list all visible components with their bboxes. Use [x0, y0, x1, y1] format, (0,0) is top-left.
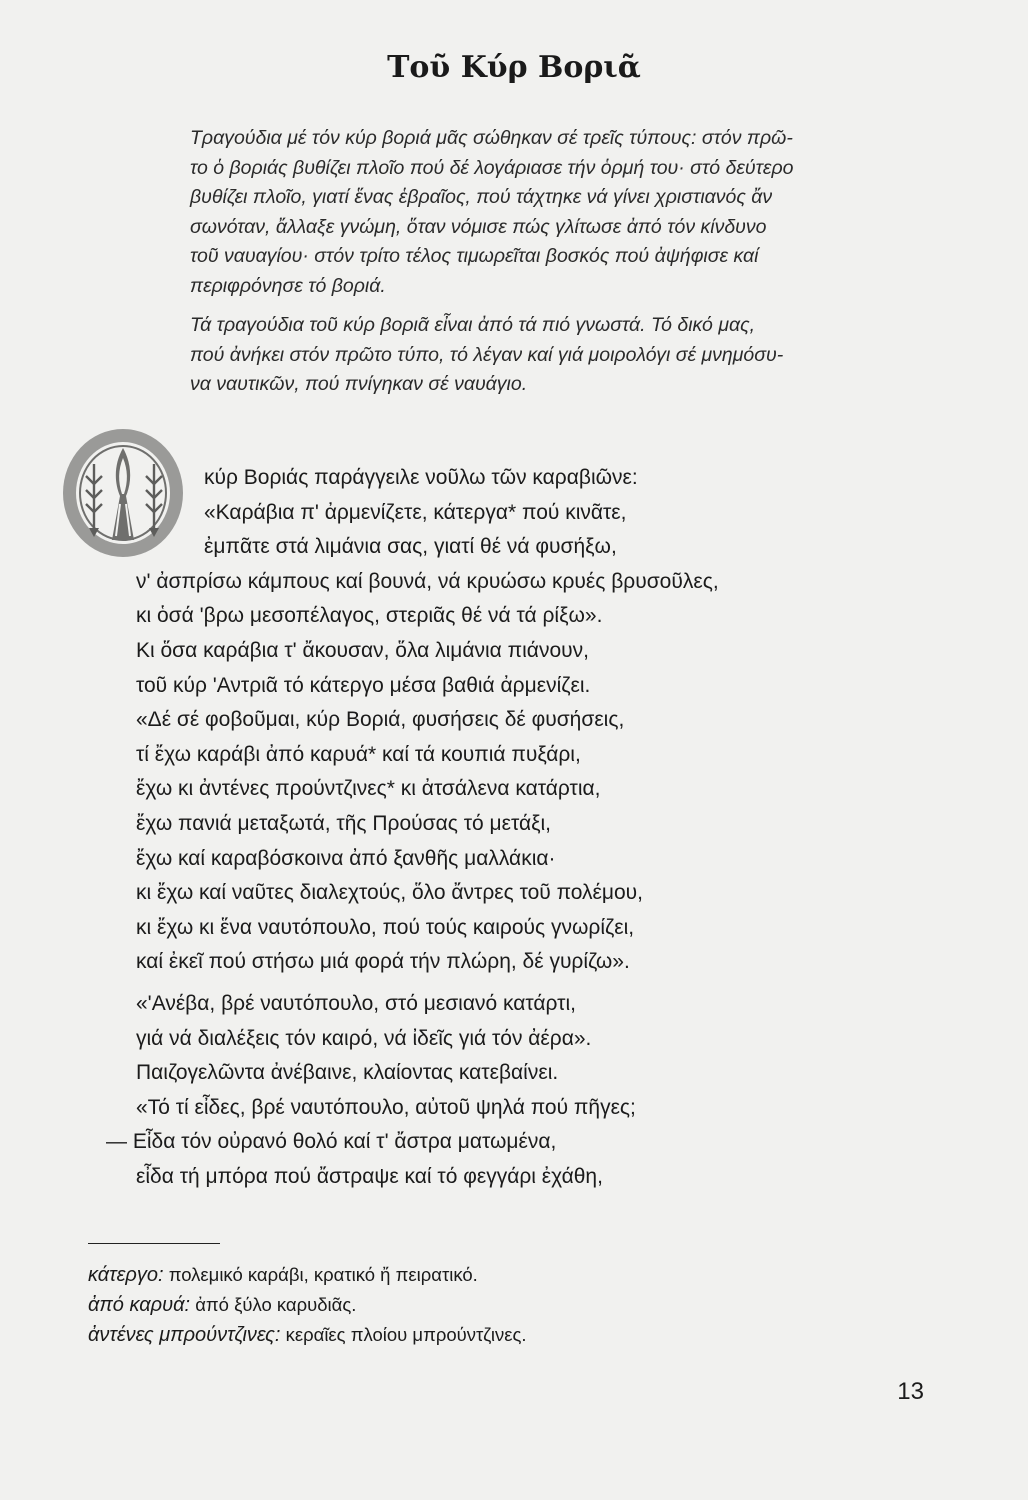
poem-line: κι ἔχω κι ἕνα ναυτόπουλο, πού τούς καιρούς γνωρίζει,	[136, 915, 635, 939]
poem-line: «Τό τί εἶδες, βρέ ναυτόπουλο, αὐτοῦ ψηλά πού πῆγες;	[136, 1095, 636, 1119]
poem-line: κι ἔχω καί ναῦτες διαλεχτούς, ὅλο ἄντρες τοῦ πολέμου,	[136, 881, 644, 905]
poem-line: εἶδα τή μπόρα πού ἄστραψε καί τό φεγγάρι ἐχάθη,	[136, 1164, 603, 1188]
footnote-term: κάτεργο:	[88, 1264, 164, 1286]
poem-line: «Δέ σέ φοβοῦμαι, κύρ Βοριά, φυσήσεις δέ φυσήσεις,	[136, 708, 625, 732]
footnote-definition: κεραῖες πλοίου μπρούντζινες.	[285, 1324, 527, 1345]
intro-line: βυθίζει πλοῖο, γιατί ἕνας ἑβραῖος, πού τάχτηκε νά γίνει χριστιανός ἄν	[190, 186, 773, 208]
poem-line: κύρ Βοριάς παράγγειλε νοῦλω τῶν καραβιῶνε:	[204, 466, 638, 489]
poem-line: ἔχω κι ἀντένες προύντζινες* κι ἀτσάλενα κατάρτια,	[136, 777, 601, 801]
intro-line: σωνόταν, ἄλλαξε γνώμη, ὅταν νόμισε πώς γλίτωσε ἀπό τόν κίνδυνο	[190, 215, 767, 238]
intro-line: τοῦ ναυαγίου· στόν τρίτο τέλος τιμωρεῖται βοσκός πού ἀψήφισε καί	[190, 245, 759, 267]
intro-line: το ὁ βοριάς βυθίζει πλοῖο πού δέ λογάριασε τήν ὁρμή του· στό δεύτερο	[190, 156, 794, 179]
poem-line: Κι ὅσα καράβια τ' ἄκουσαν, ὅλα λιμάνια πιάνουν,	[136, 638, 589, 662]
poem-stanza-2	[106, 987, 636, 1195]
intro-paragraph-1	[190, 124, 950, 301]
footnote-definition: πολεμικό καράβι, κρατικό ἤ πειρατικό.	[168, 1264, 478, 1285]
intro-line: Τά τραγούδια τοῦ κύρ βοριᾶ εἶναι ἀπό τά πιό γνωστά. Τό δικό μας,	[190, 314, 756, 336]
page-title: Τοῦ Κύρ Βοριᾶ	[387, 50, 641, 85]
page-number: 13	[897, 1378, 924, 1405]
poem-line: κι ὁσά 'βρω μεσοπέλαγος, στεριᾶς θέ νά τά ρίξω».	[136, 604, 603, 628]
footnote-term: ἀπό καρυά:	[88, 1294, 191, 1316]
footnote	[88, 1260, 527, 1290]
poem-line: — Εἶδα τόν οὐρανό θολό καί τ' ἄστρα ματωμένα,	[106, 1130, 557, 1154]
footnote-term: ἀντένες μπρούντζινες:	[88, 1324, 281, 1346]
poem-line: γιά νά διαλέξεις τόν καιρό, νά ἰδεῖς γιά τόν ἀέρα».	[136, 1026, 592, 1050]
footnotes	[88, 1260, 527, 1350]
poem-line: ἔχω πανιά μεταξωτά, τῆς Προύσας τό μετάξι,	[136, 811, 552, 835]
footnote	[88, 1290, 527, 1320]
poem-line: ν' ἀσπρίσω κάμπους καί βουνά, νά κρυώσω κρυές βρυσοῦλες,	[136, 569, 719, 593]
intro-line: να ναυτικῶν, πού πνίγηκαν σέ ναυάγιο.	[190, 373, 528, 395]
footnote-divider	[88, 1243, 220, 1244]
intro-line: πού ἀνήκει στόν πρῶτο τύπο, τό λέγαν καί γιά μοιρολόγι σέ μνημόσυ-	[190, 343, 784, 366]
poem-line: ἔχω καί καραβόσκοινα ἀπό ξανθῆς μαλλάκια·	[136, 846, 556, 870]
footnote	[88, 1320, 527, 1350]
poem-line: καί ἐκεῖ πού στήσω μιά φορά τήν πλώρη, δέ γυρίζω».	[136, 950, 630, 974]
poem-line: ἐμπᾶτε στά λιμάνια σας, γιατί θέ νά φυσήξω,	[204, 535, 617, 559]
footnote-definition: ἀπό ξύλο καρυδιᾶς.	[195, 1294, 357, 1315]
poem-stanza-1	[136, 461, 719, 980]
poem-line: τί ἔχω καράβι ἀπό καρυά* καί τά κουπιά πυξάρι,	[136, 742, 581, 766]
poem-line: «Καράβια π' ἀρμενίζετε, κάτεργα* πού κινᾶτε,	[204, 500, 627, 524]
poem-line: τοῦ κύρ 'Αντριᾶ τό κάτεργο μέσα βαθιά ἀρμενίζει.	[136, 673, 591, 697]
intro-line: Τραγούδια μέ τόν κύρ βοριά μᾶς σώθηκαν σέ τρεῖς τύπους: στόν πρῶ-	[190, 127, 793, 149]
intro-line: περιφρόνησε τό βοριά.	[190, 274, 386, 297]
intro-paragraph-2	[190, 311, 950, 400]
poem-line: Παιζογελῶντα ἀνέβαινε, κλαίοντας κατεβαίνει.	[136, 1061, 559, 1085]
poem-line: «'Ανέβα, βρέ ναυτόπουλο, στό μεσιανό κατάρτι,	[136, 992, 576, 1015]
